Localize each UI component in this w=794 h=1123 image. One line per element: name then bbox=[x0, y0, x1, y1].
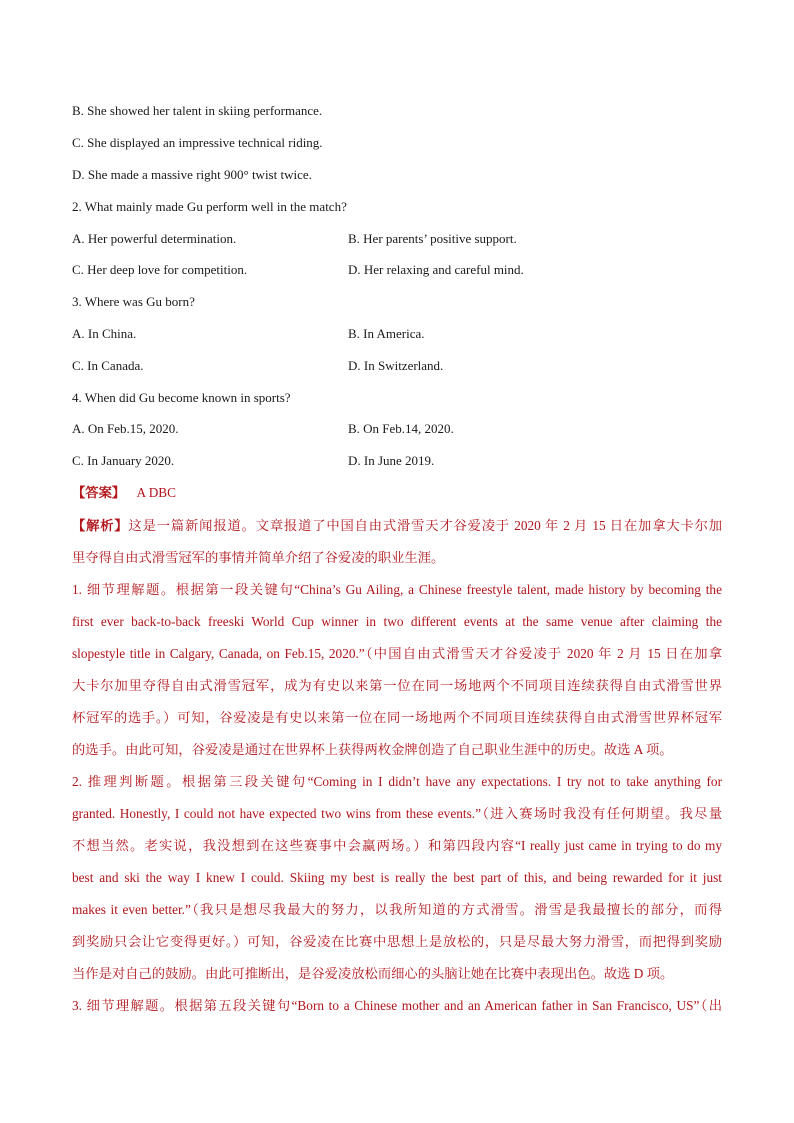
q3-option-b: B. In America. bbox=[348, 326, 425, 341]
analysis-line-4: first ever back-to-back freeski World Cup winner in two different events at the same venue after claiming the bbox=[72, 614, 722, 629]
q4-option-b: B. On Feb.14, 2020. bbox=[348, 421, 454, 436]
answer-value: A DBC bbox=[136, 485, 177, 500]
analysis-line-15: 当作是对自己的鼓励。由此可推断出，是谷爱凌放松而细心的头脑让她在比赛中表现出色。故选 D 项。 bbox=[72, 966, 674, 981]
analysis-line-11: 不想当然。老实说，我没想到在这些赛事中会赢两场。）和第四段内容“I really just came in trying to do my bbox=[72, 838, 722, 853]
q4-option-c: C. In January 2020. bbox=[72, 453, 175, 468]
answer-label: 【答案】 bbox=[72, 485, 126, 500]
analysis-label: 【解析】 bbox=[72, 518, 129, 533]
q2-option-a: A. Her powerful determination. bbox=[72, 231, 237, 246]
analysis-line-13: makes it even better.”（我只是想尽我最大的努力，以我所知道的方式滑雪。滑雪是我最擅长的部分，而得 bbox=[72, 902, 722, 917]
q2-option-d: D. Her relaxing and careful mind. bbox=[348, 262, 524, 277]
analysis-line-2: 里夺得自由式滑雪冠军的事情并简单介绍了谷爱凌的职业生涯。 bbox=[72, 550, 445, 565]
analysis-line-3: 1. 细节理解题。根据第一段关键句“China’s Gu Ailing, a Chinese freestyle talent, made history by becoming the bbox=[72, 582, 722, 597]
q3-option-d: D. In Switzerland. bbox=[348, 358, 444, 373]
q2-stem: 2. What mainly made Gu perform well in the match? bbox=[72, 199, 347, 214]
q4-option-d: D. In June 2019. bbox=[348, 453, 435, 468]
q3-option-a: A. In China. bbox=[72, 326, 137, 341]
analysis-line-9: 2. 推理判断题。根据第三段关键句“Coming in I didn’t have any expectations. I try not to take anything for bbox=[72, 774, 722, 789]
analysis-line-16: 3. 细节理解题。根据第五段关键句“Born to a Chinese mother and an American father in San Francisco, US”（出 bbox=[72, 998, 722, 1013]
analysis-line-10: granted. Honestly, I could not have expected two wins from these events.”（进入赛场时我没有任何期望。我尽量 bbox=[72, 806, 722, 821]
analysis-line-5: slopestyle title in Calgary, Canada, on Feb.15, 2020.”（中国自由式滑雪天才谷爱凌于 2020 年 2 月 15 日在加拿 bbox=[72, 646, 722, 661]
q4-stem: 4. When did Gu become known in sports? bbox=[72, 390, 291, 405]
q3-stem: 3. Where was Gu born? bbox=[72, 294, 195, 309]
q2-option-b: B. Her parents’ positive support. bbox=[348, 231, 517, 246]
q1-option-c: C. She displayed an impressive technical riding. bbox=[72, 135, 323, 150]
analysis-line-1: 【解析】这是一篇新闻报道。文章报道了中国自由式滑雪天才谷爱凌于 2020 年 2 月 15 日在加拿大卡尔加 bbox=[72, 518, 723, 533]
q1-option-b: B. She showed her talent in skiing performance. bbox=[72, 103, 323, 118]
q2-option-c: C. Her deep love for competition. bbox=[72, 262, 248, 277]
q1-option-d: D. She made a massive right 900° twist twice. bbox=[72, 167, 312, 182]
analysis-line-14: 到奖励只会让它变得更好。）可知，谷爱凌在比赛中思想上是放松的，只是尽最大努力滑雪，而把得到奖励 bbox=[72, 934, 722, 949]
analysis-line-6: 大卡尔加里夺得自由式滑雪冠军，成为有史以来第一位在同一场地两个不同项目连续获得自由式滑雪世界 bbox=[72, 678, 722, 693]
analysis-line-8: 的选手。由此可知，谷爱凌是通过在世界杯上获得两枚金牌创造了自己职业生涯中的历史。故选 A 项。 bbox=[72, 742, 673, 757]
analysis-line-12: best and ski the way I knew I could. Skiing my best is really the best part of this, and being rewarded for it just bbox=[72, 870, 722, 885]
analysis-line-7: 杯冠军的选手。）可知，谷爱凌是有史以来第一位在同一场地两个不同项目连续获得自由式滑雪世界杯冠军 bbox=[72, 710, 722, 725]
q3-option-c: C. In Canada. bbox=[72, 358, 144, 373]
answer-line bbox=[72, 484, 176, 502]
q4-option-a: A. On Feb.15, 2020. bbox=[72, 421, 179, 436]
